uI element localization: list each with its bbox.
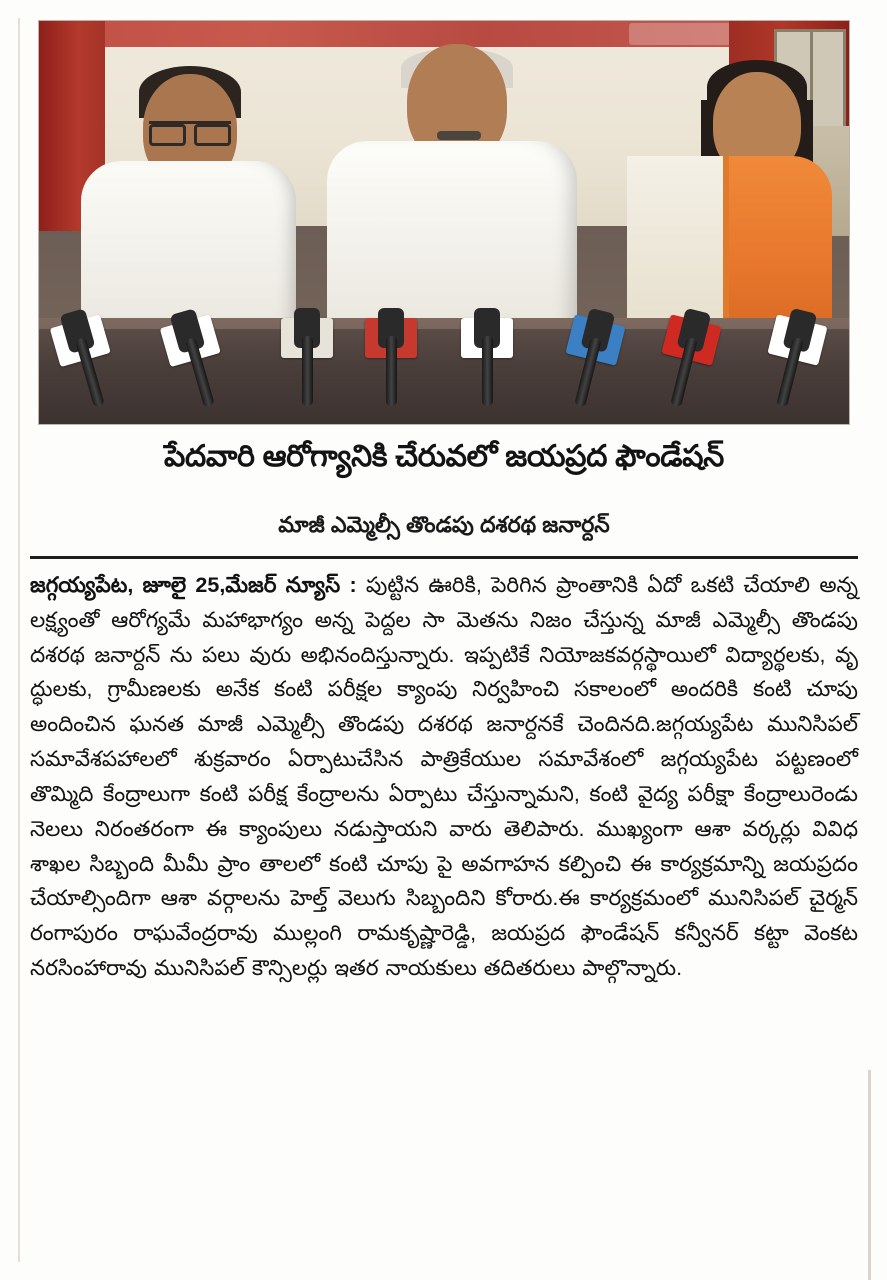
article-dateline: జగ్గయ్యపేట, జూలై 25,మేజర్ న్యూస్ :	[30, 573, 366, 597]
article-headline: పేదవారి ఆరోగ్యానికి చేరువలో జయప్రద ఫౌండేషన్	[164, 440, 724, 473]
article-body	[30, 568, 858, 986]
mic-stick	[482, 336, 493, 406]
mic-stick	[386, 336, 397, 406]
page-right-rule	[868, 1070, 871, 1280]
conference-table	[39, 329, 849, 424]
headline-divider	[30, 556, 858, 559]
saree-drape	[627, 156, 729, 336]
glasses-icon	[149, 121, 231, 140]
mustache	[437, 131, 481, 140]
article-subheadline: మాజీ ఎమ్మెల్సీ తొండపు దశరథ జనార్దన్	[278, 512, 610, 537]
body-shirt	[327, 141, 577, 336]
page-left-rule	[18, 18, 20, 1262]
press-conference-photo	[38, 20, 850, 425]
article-body-text: పుట్టిన ఊరికి, పెరిగిన ప్రాంతానికి ఏదో ఒకటి చేయాలి అన్న లక్ష్యంతో ఆరోగ్యమే మహాభాగ్యం అన్న పెద్దల సా మెతను నిజం చేస్తున్న మాజీ ఎమ్మెల్సీ తొండపు దశరథ జనార్దన్ ను పలు వురు అభినందిస్తున్నారు. ఇప్పటికే నియోజకవర్గస్థాయిలో విద్యార్థలకు, వృ ద్ధులకు, గ్రామీణలకు అనేక కంటి పరీక్షల క్యాంపు నిర్వహించి సకాలంలో అందరికి కంటి చూపు అందించిన ఘనత మాజీ ఎమ్మెల్సీ తొండపు దశరథ జనార్దనకే చెందినది.జగ్గయ్యపేట మునిసిపల్ సమావేశపహాలలో శుక్రవారం ఏర్పాటుచేసిన పాత్రికేయుల సమావేశంలో జగ్గయ్యపేట పట్టణంలో తొమ్మిది కేంద్రాలుగా కంటి పరీక్ష కేంద్రాలను ఏర్పాటు చేస్తున్నామని, కంటి వైద్య పరీక్షా కేంద్రాలురెండు నెలలు నిరంతరంగా ఈ క్యాంపులు నడుస్తాయని వారు తెలిపారు. ముఖ్యంగా ఆశా వర్కర్లు వివిధ శాఖల సిబ్బంది మీమీ ప్రాం తాలలో కంటి చూపు పై అవగాహన కల్పించి ఈ కార్యక్రమాన్ని జయప్రదం చేయాల్సిందిగా ఆశా వర్గాలను హెల్త్ వెలుగు సిబ్బందిని కోరారు.ఈ కార్యక్రమంలో మునిసిపల్ చైర్మన్ రంగాపురం రాఘవేంద్రరావు ముల్లంగి రామకృష్ణారెడ్డి, జయప్రద ఫౌండేషన్ కన్వీనర్ కట్టా వెంకట నరసింహారావు మునిసిపల్ కౌన్సిలర్లు ఇతర నాయకులు తదితరులు పాల్గొన్నారు.	[30, 573, 859, 981]
mic-stick	[302, 336, 313, 406]
photo-canvas	[39, 21, 849, 424]
